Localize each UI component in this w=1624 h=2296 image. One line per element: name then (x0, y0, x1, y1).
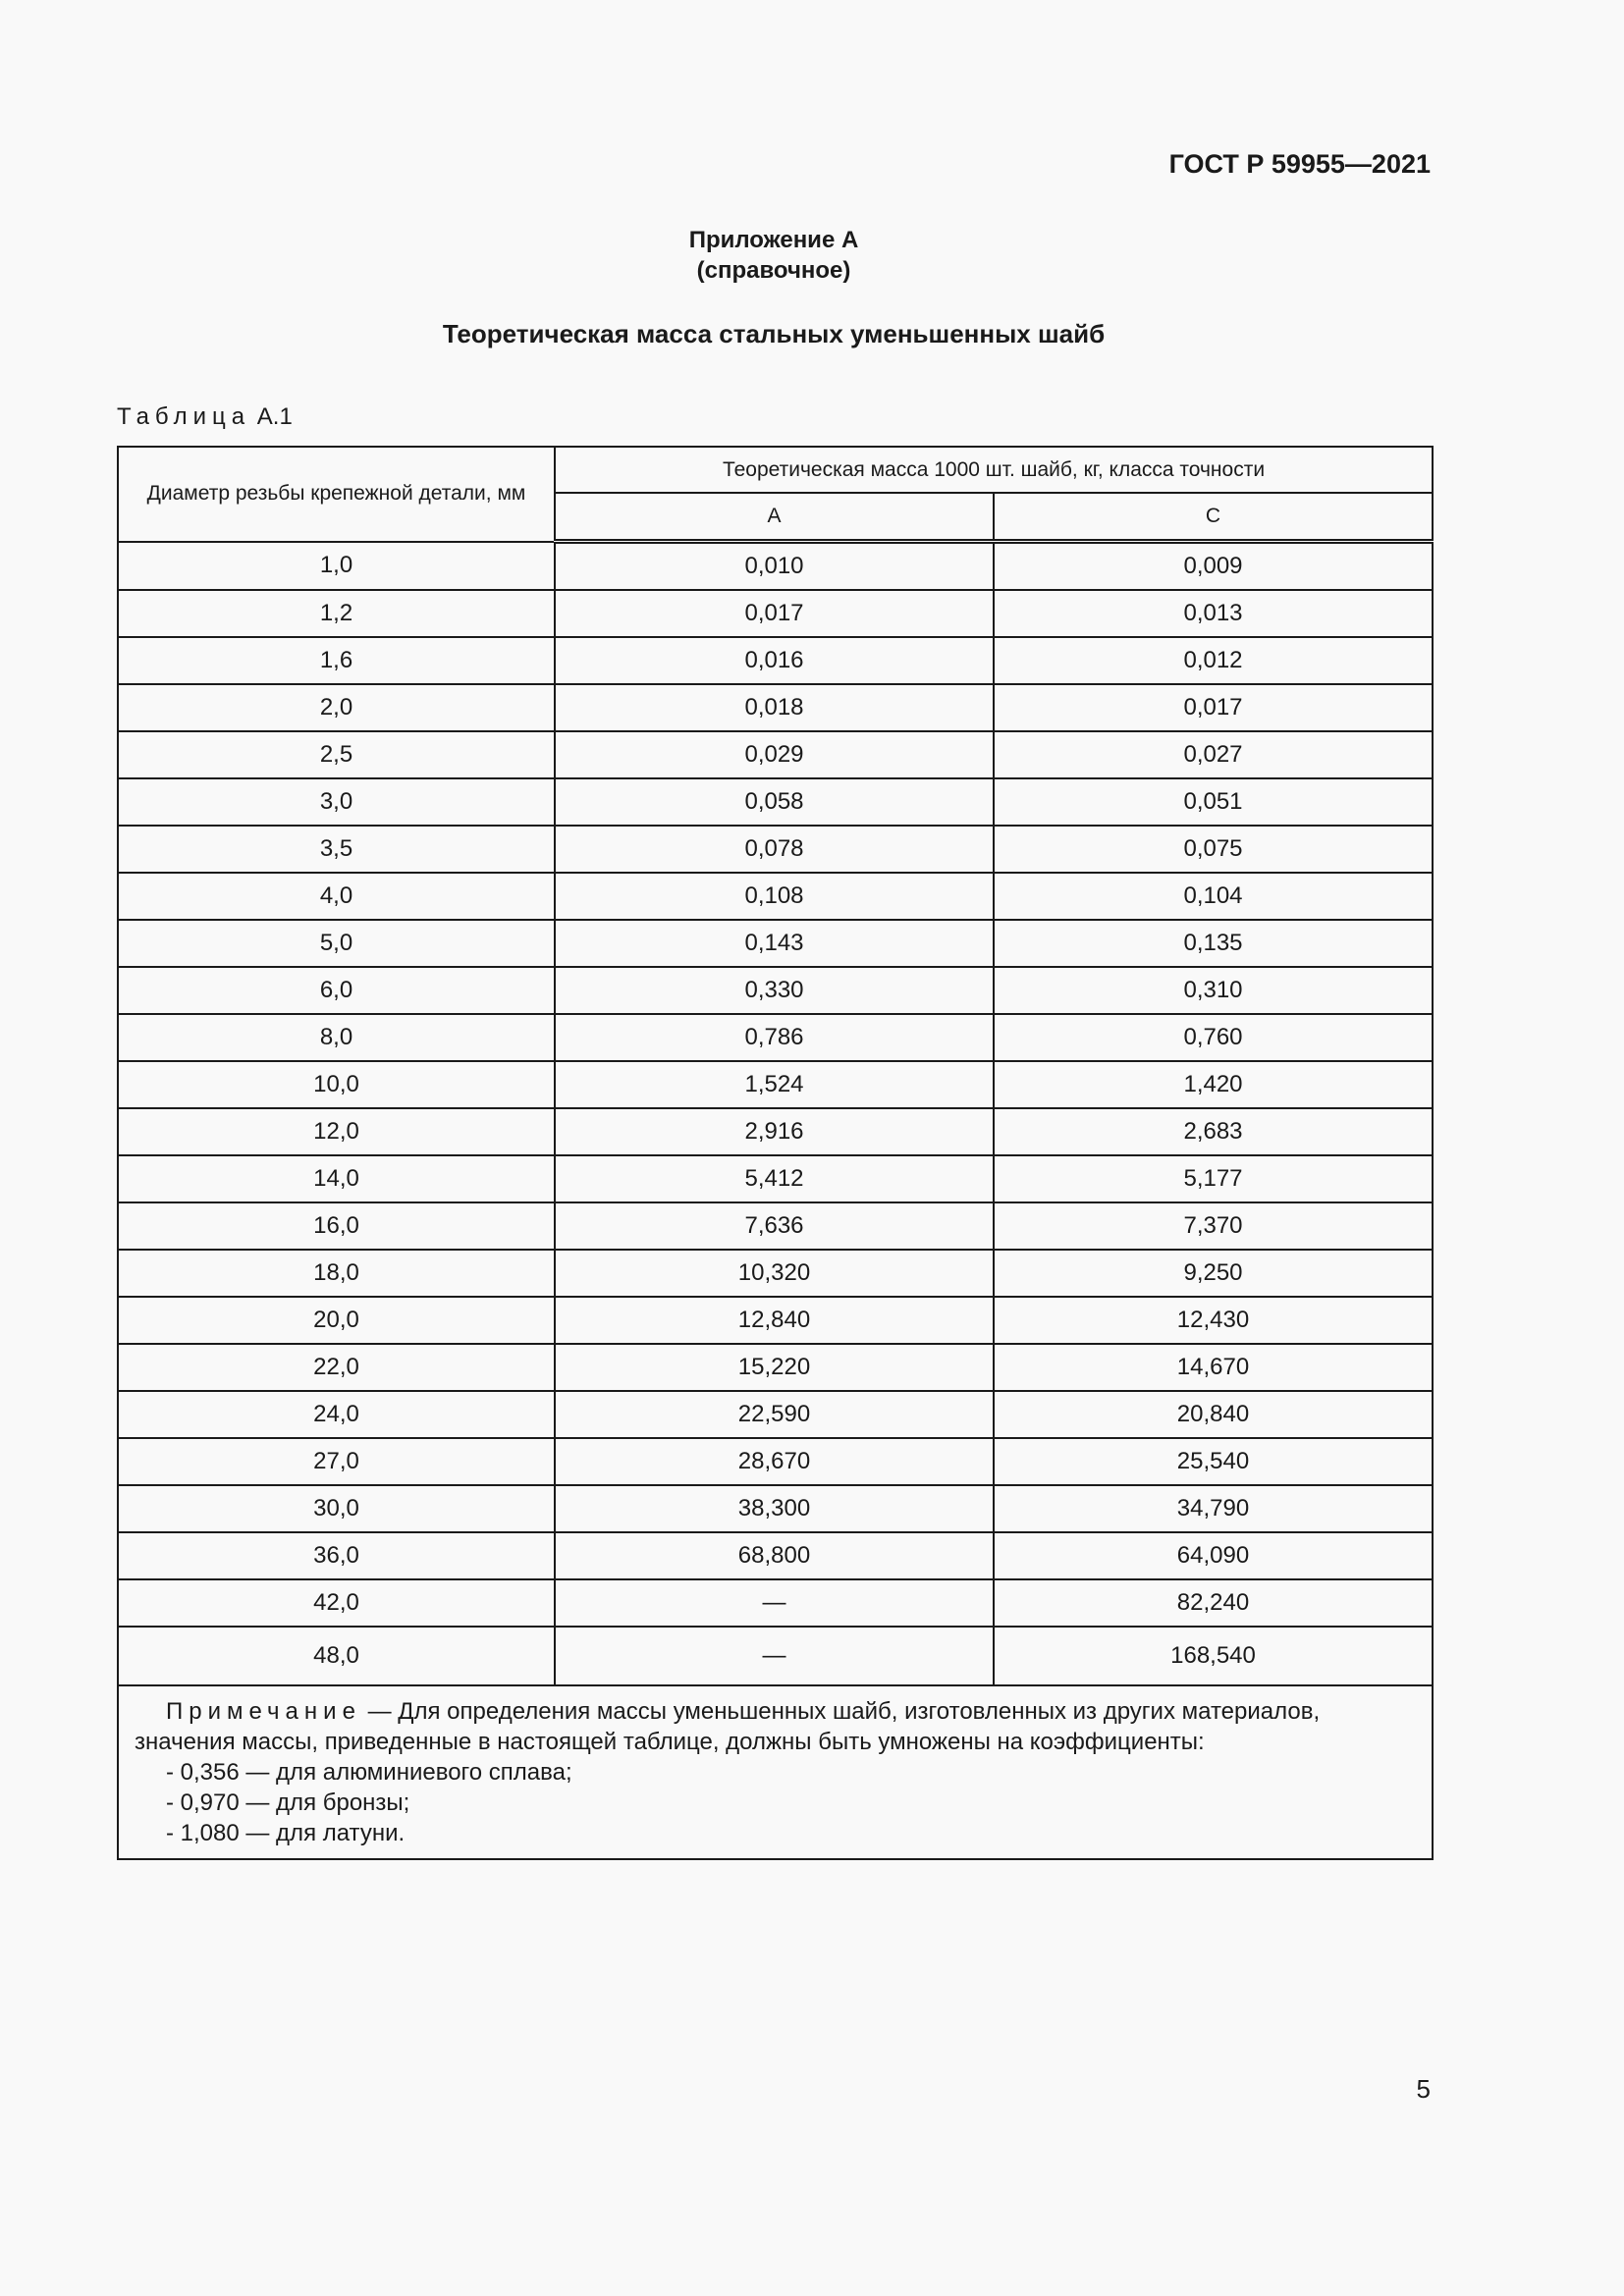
cell-mass-a: 0,078 (555, 826, 994, 873)
cell-mass-c: 25,540 (994, 1438, 1433, 1485)
cell-mass-a: 0,786 (555, 1014, 994, 1061)
cell-diameter: 48,0 (118, 1627, 555, 1685)
cell-diameter: 20,0 (118, 1297, 555, 1344)
cell-mass-a: 0,029 (555, 731, 994, 778)
table-row (118, 826, 1433, 873)
cell-mass-a: 12,840 (555, 1297, 994, 1344)
cell-mass-c: 0,017 (994, 684, 1433, 731)
cell-diameter: 22,0 (118, 1344, 555, 1391)
cell-mass-c: 168,540 (994, 1627, 1433, 1685)
cell-diameter: 24,0 (118, 1391, 555, 1438)
table-row (118, 778, 1433, 826)
table-row (118, 1627, 1433, 1685)
table-row (118, 1250, 1433, 1297)
cell-mass-c: 20,840 (994, 1391, 1433, 1438)
header-class-a: А (555, 493, 994, 542)
table-caption (117, 402, 293, 432)
cell-mass-c: 0,027 (994, 731, 1433, 778)
cell-mass-c: 7,370 (994, 1202, 1433, 1250)
cell-mass-c: 0,012 (994, 637, 1433, 684)
cell-mass-a: 0,017 (555, 590, 994, 637)
cell-mass-a: 0,058 (555, 778, 994, 826)
cell-diameter: 1,2 (118, 590, 555, 637)
cell-mass-a: 5,412 (555, 1155, 994, 1202)
cell-mass-c: 0,104 (994, 873, 1433, 920)
cell-mass-a: 28,670 (555, 1438, 994, 1485)
mass-table (117, 446, 1434, 1860)
table-body (118, 542, 1433, 1686)
table-row (118, 684, 1433, 731)
table-caption-number: А.1 (256, 403, 293, 430)
cell-mass-c: 0,075 (994, 826, 1433, 873)
cell-mass-c: 9,250 (994, 1250, 1433, 1297)
annex-title: Приложение А (688, 227, 859, 253)
table-row (118, 1438, 1433, 1485)
page-number: 5 (1416, 2074, 1431, 2104)
cell-mass-c: 5,177 (994, 1155, 1433, 1202)
cell-mass-c: 0,760 (994, 1014, 1433, 1061)
cell-diameter: 12,0 (118, 1108, 555, 1155)
cell-diameter: 16,0 (118, 1202, 555, 1250)
table-row (118, 873, 1433, 920)
cell-diameter: 27,0 (118, 1438, 555, 1485)
table-row (118, 1532, 1433, 1579)
cell-diameter: 2,0 (118, 684, 555, 731)
cell-mass-c: 0,013 (994, 590, 1433, 637)
table-caption-word: Таблица (117, 403, 251, 430)
table-row (118, 1485, 1433, 1532)
cell-mass-c: 0,051 (994, 778, 1433, 826)
cell-diameter: 10,0 (118, 1061, 555, 1108)
cell-mass-a: 15,220 (555, 1344, 994, 1391)
note-lead (135, 1696, 1418, 1757)
cell-mass-c: 1,420 (994, 1061, 1433, 1108)
cell-mass-a: 0,143 (555, 920, 994, 967)
header-class-c: С (994, 493, 1433, 542)
cell-mass-c: 82,240 (994, 1579, 1433, 1627)
table-row (118, 1297, 1433, 1344)
cell-mass-a: 0,018 (555, 684, 994, 731)
cell-diameter: 30,0 (118, 1485, 555, 1532)
cell-diameter: 36,0 (118, 1532, 555, 1579)
cell-mass-a: — (555, 1627, 994, 1685)
cell-mass-a: 38,300 (555, 1485, 994, 1532)
cell-mass-c: 12,430 (994, 1297, 1433, 1344)
table-row (118, 1391, 1433, 1438)
table-row (118, 1014, 1433, 1061)
cell-mass-c: 64,090 (994, 1532, 1433, 1579)
cell-mass-c: 0,310 (994, 967, 1433, 1014)
section-title: Теоретическая масса стальных уменьшенных шайб (442, 319, 1106, 348)
annex-subtitle: (справочное) (696, 257, 851, 284)
cell-diameter: 1,0 (118, 542, 555, 591)
cell-mass-c: 34,790 (994, 1485, 1433, 1532)
cell-diameter: 42,0 (118, 1579, 555, 1627)
table-row (118, 637, 1433, 684)
cell-diameter: 4,0 (118, 873, 555, 920)
table-row (118, 1202, 1433, 1250)
note-item-bronze: - 0,970 — для бронзы; (166, 1789, 410, 1816)
cell-diameter: 1,6 (118, 637, 555, 684)
cell-mass-a: 68,800 (555, 1532, 994, 1579)
cell-mass-a: 22,590 (555, 1391, 994, 1438)
cell-mass-a: 0,016 (555, 637, 994, 684)
table-row (118, 920, 1433, 967)
cell-diameter: 3,0 (118, 778, 555, 826)
table-row (118, 590, 1433, 637)
table-row (118, 542, 1433, 591)
note-label: Примечание (166, 1698, 361, 1725)
cell-diameter: 5,0 (118, 920, 555, 967)
note-item-brass: - 1,080 — для латуни. (166, 1820, 406, 1846)
table-row (118, 731, 1433, 778)
table-row (118, 1579, 1433, 1627)
header-diameter: Диаметр резьбы крепежной детали, мм (118, 447, 555, 542)
header-mass: Теоретическая масса 1000 шт. шайб, кг, класса точности (555, 447, 1433, 493)
table-row (118, 1155, 1433, 1202)
note-item-aluminium: - 0,356 — для алюминиевого сплава; (166, 1759, 572, 1786)
cell-mass-a: 0,330 (555, 967, 994, 1014)
table-row (118, 967, 1433, 1014)
cell-mass-a: 2,916 (555, 1108, 994, 1155)
note-text: — Для определения массы уменьшенных шайб, изготовленных из других материалов, значения массы, приведенные в настоящей таблице, должны быть умножены на коэффициенты: (135, 1698, 1321, 1755)
cell-diameter: 3,5 (118, 826, 555, 873)
cell-mass-c: 0,009 (994, 542, 1433, 591)
cell-diameter: 18,0 (118, 1250, 555, 1297)
table-note (118, 1685, 1433, 1859)
document-code: ГОСТ Р 59955—2021 (1168, 149, 1431, 179)
table-row (118, 1061, 1433, 1108)
cell-diameter: 2,5 (118, 731, 555, 778)
cell-diameter: 8,0 (118, 1014, 555, 1061)
cell-diameter: 6,0 (118, 967, 555, 1014)
cell-mass-c: 14,670 (994, 1344, 1433, 1391)
cell-mass-c: 0,135 (994, 920, 1433, 967)
cell-mass-a: 0,010 (555, 542, 994, 591)
cell-mass-a: 0,108 (555, 873, 994, 920)
table-row (118, 1344, 1433, 1391)
cell-mass-a: 1,524 (555, 1061, 994, 1108)
cell-mass-a: — (555, 1579, 994, 1627)
cell-mass-a: 7,636 (555, 1202, 994, 1250)
table-row (118, 1108, 1433, 1155)
cell-mass-a: 10,320 (555, 1250, 994, 1297)
cell-diameter: 14,0 (118, 1155, 555, 1202)
cell-mass-c: 2,683 (994, 1108, 1433, 1155)
